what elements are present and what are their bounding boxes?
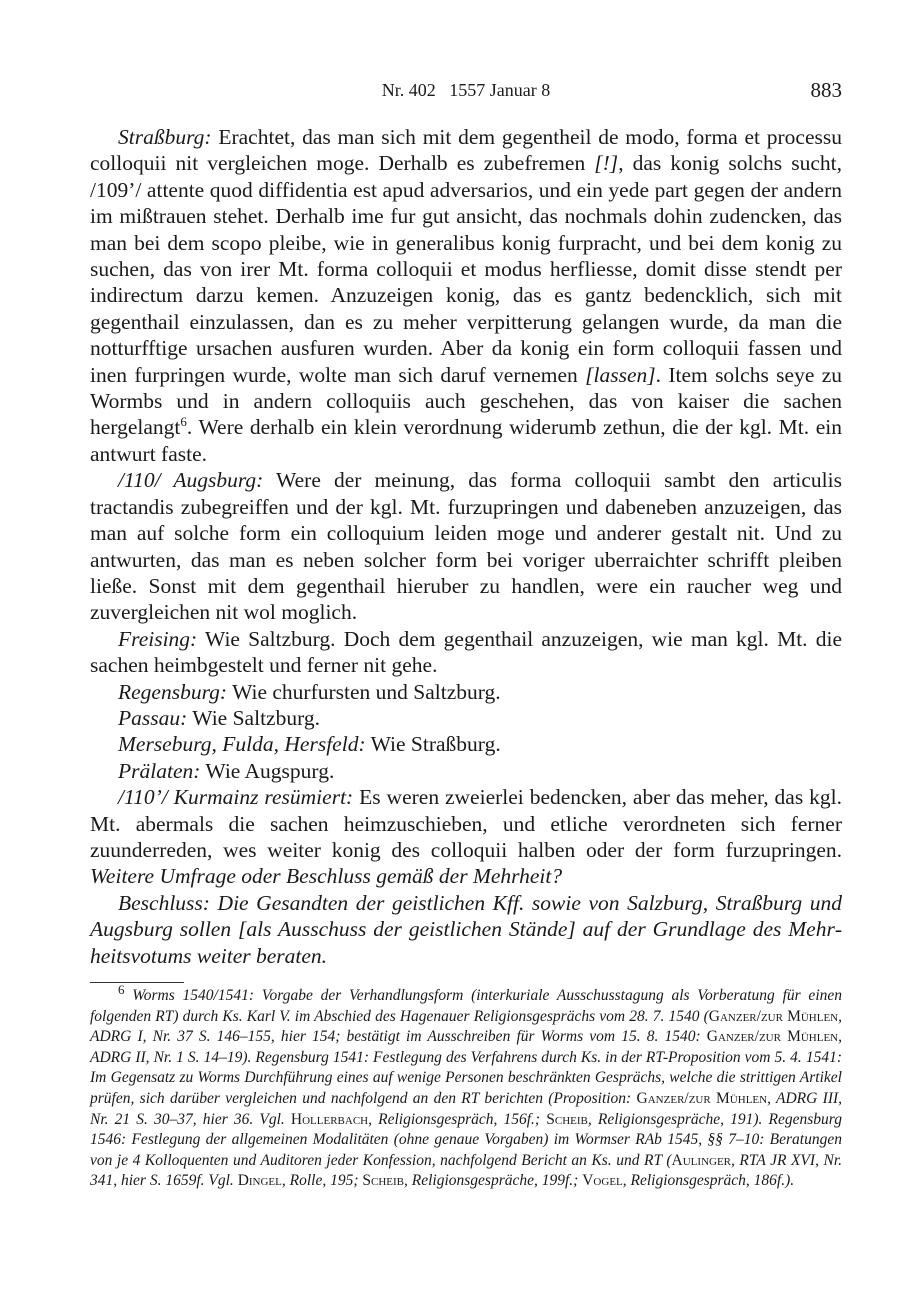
speaker-label: Passau: — [118, 705, 188, 730]
paragraph-passau — [90, 705, 842, 731]
author-name: Vogel — [582, 1172, 623, 1190]
footnote-segment: , Religionsgespräche, 191). Regensburg 1546: Festlegung der allgemeinen Modalitäten (ohne genaue Vorgaben) im Wormser RAb 1545, §§ 7–10: Beratungen von je 4 Kolloquenten und Auditoren jeder Konfession, nachfolgend Bericht an Ks. und RT ( — [90, 1110, 842, 1169]
header-title: Nr. 402 1557 Januar 8 — [381, 80, 551, 100]
paragraph-text: . Item solchs seye zu Wormbs und in andern colloquiis auch geschehen, das von kaiser die sachen hergelangt — [90, 362, 842, 440]
speaker-label: Straßburg: — [118, 125, 212, 149]
footnote-segment: , ADRG II, Nr. 1 S. 14–19). Regensburg 1541: Festlegung des Verfahrens durch Ks. in der RT-Proposition vom 5. 4. 1541: Im Gegensatz zu Worms Durchführung eines auf wenige Personen beschränkten Gesprächs, welche die strittigen Artikel prüfen, sich darüber vergleichen und nachfolgend an den RT berichten (Proposition: — [90, 1028, 842, 1107]
paragraph-text: , das konig solchs sucht, /109’/ attente quod diffidentia est apud adversarios, und ein yede part gegen der andern im mißtrauen stehet. Derhalb ime fur gut ansicht, das nochmals dohin zudencken, das man bei dem scopo pleibe, wie in generalibus konig furpracht, und bei dem konig zu suchen, das von irer Mt. forma colloquii et modus herfliesse, domit disse stendt per indirectum darzu kemen. Anzuzeigen konig, das es gantz bedencklich, sich mit gegenthail einzulassen, dan es zu meher verpitterung gelangen wurde, da man die notturfftige ursachen ausfuren wurden. Aber da konig ein form colloquii fassen und inen furpringen wurde, wolte man sich daruf vernemen — [90, 151, 842, 387]
paragraph-freising — [90, 626, 842, 679]
speaker-label: Regensburg: — [118, 679, 228, 704]
footnote-segment: , Religionsgespräche, 199f.; — [404, 1172, 583, 1190]
paragraph-text: Wie Saltzburg. — [187, 705, 320, 730]
author-name: Scheib — [362, 1172, 404, 1190]
paragraph-regensburg — [90, 679, 842, 705]
paragraph-kurmainz — [90, 784, 842, 890]
paragraph-text: Wie Augspurg. — [200, 758, 335, 783]
paragraph-text: . Were derhalb ein klein verordnung widerumb zethun, die der kgl. Mt. ein antwurt faste. — [90, 415, 842, 466]
author-name: Hollerbach — [290, 1110, 369, 1128]
running-header — [90, 80, 842, 104]
author-name: Dingel — [237, 1172, 282, 1190]
author-name: Ganzer/zur Mühlen — [706, 1028, 839, 1046]
paragraph-text: Es weren zweierlei bedencken, aber das meher, das kgl. Mt. abermals die sachen heimzuschieben, und etliche verordneten sich ferner zuunderreden, wes weiter konig des colloquii halben oder der form furzupringen. — [90, 785, 842, 862]
editorial-mark: [lassen] — [585, 362, 656, 387]
editorial-note: Weitere Umfrage oder Beschluss gemäß der Mehrheit? — [90, 864, 563, 889]
footnote-divider — [90, 982, 184, 983]
paragraph-praelaten — [90, 758, 842, 784]
footnote-6 — [90, 981, 843, 1192]
paragraph-text: Erachtet, das man sich mit dem gegentheil de modo, forma et processu colloquii nit vergleichen moge. Derhalb es zubefremen — [90, 125, 842, 176]
paragraph-text: Wie Straßburg. — [365, 732, 501, 757]
footnote-segment: Worms 1540/1541: Vorgabe der Verhandlungsform (interkuriale Ausschusstagung als Vorberatung für einen folgenden RT) durch Ks. Karl V. im Abschied des Hagenauer Religionsgesprächs vom 28. 7. 1540 ( — [90, 987, 843, 1025]
footnote-segment: , ADRG III, Nr. 21 S. 30–37, hier 36. Vgl. — [90, 1089, 843, 1128]
speaker-label: /110/ Augsburg: — [118, 468, 264, 493]
author-name: Ganzer/zur Mühlen — [708, 1007, 839, 1025]
speaker-label: Merseburg, Fulda, Hersfeld: — [118, 732, 366, 757]
speaker-label: /110’/ Kurmainz resümiert: — [118, 785, 354, 810]
footnote-segment: , ADRG I, Nr. 37 S. 146–155, hier 154; bestätigt im Ausschreiben für Worms vom 15. 8. 1540: — [90, 1007, 843, 1046]
speaker-label: Freising: — [118, 626, 198, 651]
footnotes — [90, 981, 843, 1192]
author-name: Aulinger — [671, 1151, 732, 1169]
paragraph-strassburg — [90, 124, 842, 467]
page-number: 883 — [810, 78, 842, 102]
paragraph-text: Were der meinung, das forma colloquii sambt den articulis tractandis zubegreiffen und der kgl. Mt. furzupringen und dabeneben anzuzeigen, das man auf solche form ein colloquium leiden moge und anderer gestalt nit. Und zu antwurten, das man es neben solcher form bei voriger uberraichter schrifft pleiben ließe. Sonst mit dem gegenthail hieruber zu handlen, were ein raucher weg und zuvergleichen nit wol moglich. — [90, 468, 842, 625]
paragraph-merseburg — [90, 731, 842, 757]
author-name: Ganzer/zur Mühlen — [636, 1089, 768, 1107]
speaker-label: Prälaten: — [118, 758, 201, 783]
paragraph-text: Wie churfursten und Saltzburg. — [227, 679, 501, 704]
footnote-ref[interactable]: 6 — [180, 414, 187, 430]
editorial-mark: [!] — [594, 151, 619, 176]
main-text — [90, 124, 842, 969]
paragraph-beschluss: Beschluss: Die Gesandten der geistlichen Kff. sowie von Salzburg, Straßburg und Augsburg sollen [als Ausschuss der geistlichen Stände] auf der Grundlage des Mehrheitsvotums weiter beraten. — [90, 890, 842, 968]
footnote-text — [90, 987, 842, 1189]
paragraph-text: Wie Saltzburg. Doch dem gegenthail anzuzeigen, wie man kgl. Mt. die sachen heimbgestelt und ferner nit gehe. — [90, 626, 842, 678]
footnote-number: 6 — [118, 981, 125, 997]
footnote-segment: , Rolle, 195; — [281, 1172, 363, 1190]
paragraph-augsburg — [90, 467, 842, 625]
footnote-segment: , Religionsgespräch, 156f.; — [368, 1110, 547, 1128]
footnote-segment: , RTA JR XVI, Nr. 341, hier S. 1659f. Vgl. — [90, 1151, 843, 1190]
author-name: Scheib — [546, 1110, 588, 1128]
footnote-segment: , Religionsgespräch, 186f.). — [622, 1172, 795, 1190]
